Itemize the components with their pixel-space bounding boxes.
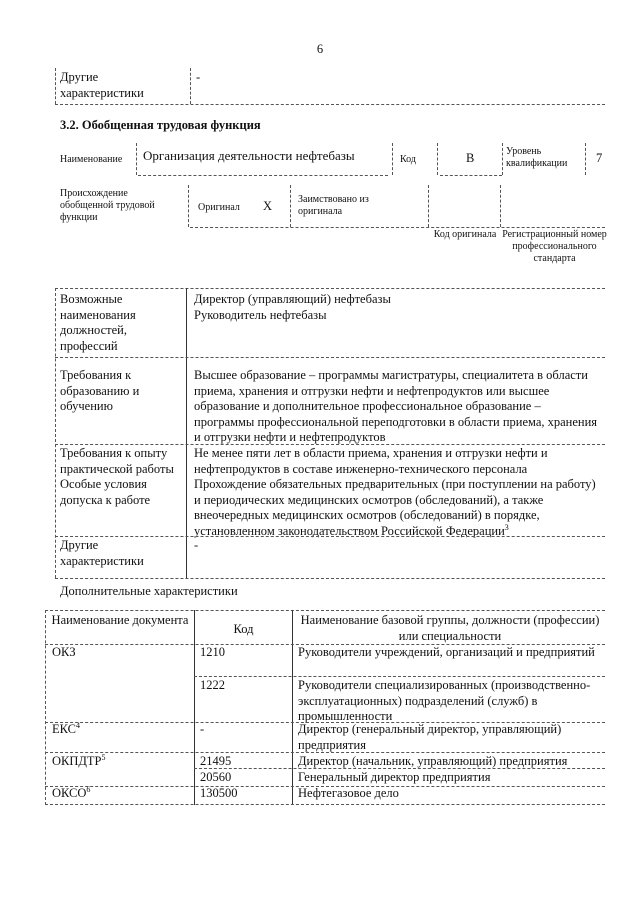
row-label-other: Другие характеристики (60, 538, 144, 568)
other-characteristics-label-top: Другие характеристики (60, 70, 144, 100)
table-border (292, 610, 293, 805)
row-value-experience: Не менее пяти лет в области приема, хранения и отгрузки нефти и нефтепродуктов в составе инженерно-технического персонала (194, 446, 548, 476)
row-label-admission: Особые условия допуска к работе (60, 477, 151, 507)
additional-title: Дополнительные характеристики (60, 584, 238, 598)
code-20560: 20560 (200, 770, 232, 784)
row-value-other: - (194, 538, 199, 552)
table-border (55, 288, 56, 578)
table-border (55, 68, 56, 104)
col-header-name: Наименование базовой группы, должности (профессии) или специальности (300, 613, 600, 643)
name-1210: Руководители учреждений, организаций и предприятий (298, 645, 595, 659)
table-border (55, 444, 605, 445)
table-border (55, 578, 605, 579)
doc-okpdtr: ОКПДТР$^5$ (52, 752, 106, 768)
table-border (55, 104, 605, 105)
table-border (440, 175, 502, 176)
page-number: 6 (316, 42, 324, 56)
name-label: Наименование (60, 154, 123, 165)
table-border (55, 357, 605, 358)
table-border (194, 610, 195, 805)
col-header-document: Наименование документа (51, 613, 189, 627)
table-border (45, 804, 605, 805)
table-border (194, 676, 605, 677)
code-1222: 1222 (200, 678, 225, 692)
table-border (194, 768, 605, 769)
original-label: Оригинал (198, 202, 240, 213)
original-mark: X (263, 199, 273, 213)
col-header-code: Код (233, 622, 254, 636)
name-130500: Нефтегазовое дело (298, 786, 399, 800)
code-original-label: Код оригинала (433, 229, 497, 240)
section-title: 3.2. Обобщенная трудовая функция (60, 118, 261, 132)
table-border (45, 752, 605, 753)
table-border (290, 185, 291, 227)
row-value-positions: Директор (управляющий) нефтебазы Руководитель нефтебазы (194, 292, 391, 322)
table-border (190, 227, 605, 228)
table-border (45, 610, 605, 611)
row-label-positions: Возможные наименования должностей, профессий (60, 292, 136, 353)
code-1210: 1210 (200, 645, 225, 659)
code-130500: 130500 (200, 786, 238, 800)
code-21495: 21495 (200, 754, 232, 768)
table-border (136, 143, 137, 175)
doc-eks: ЕКС$^4$ (52, 720, 80, 736)
code-label: Код (400, 154, 416, 165)
table-border (428, 185, 429, 227)
row-value-education: Высшее образование – программы магистратуры, специалитета в области приема, хранения и отгрузки нефти и нефтепродуктов или высшее образование и дополнительное профессиональное образование – программы профессиональной переподготовки в области приема, хранения и отгрузки нефти и нефтепродуктов (194, 368, 598, 444)
reg-number-label: Регистрационный номер профессионального стандарта (502, 229, 607, 264)
table-border (186, 288, 187, 578)
row-label-experience: Требования к опыту практической работы (60, 446, 174, 476)
function-name: Организация деятельности нефтебазы (143, 148, 355, 163)
table-border (55, 288, 605, 289)
table-border (138, 175, 388, 176)
table-border (55, 536, 605, 537)
code-eks: - (200, 722, 205, 736)
table-border (45, 610, 46, 805)
table-border (585, 143, 586, 175)
level-value: 7 (596, 151, 603, 165)
other-characteristics-value-top: - (196, 70, 201, 84)
name-1222: Руководители специализированных (производственно-эксплуатационных) подразделений (служб) в промышленности (298, 678, 591, 723)
table-border (188, 185, 189, 227)
table-border (190, 68, 191, 104)
name-20560: Генеральный директор предприятия (298, 770, 491, 784)
doc-okz: ОКЗ (52, 645, 76, 659)
table-border (392, 143, 393, 175)
origin-label: Происхождение обобщенной трудовой функции (60, 188, 155, 223)
row-label-education: Требования к образованию и обучению (60, 368, 140, 413)
table-border (437, 143, 438, 175)
table-border (502, 143, 503, 175)
name-21495: Директор (начальник, управляющий) предприятия (298, 754, 568, 768)
table-border (500, 185, 501, 227)
name-eks: Директор (генеральный директор, управляющий) предприятия (298, 722, 562, 752)
level-label: Уровень квалификации (506, 146, 568, 169)
borrowed-label: Заимствовано из оригинала (298, 194, 369, 217)
row-value-admission: Прохождение обязательных предварительных (при поступлении на работу) и периодических медицинских осмотров (обследований), а также внеочередных медицинских осмотров (обследований) в порядке, установленном законодательством Российской Федерации$^3$ (194, 477, 596, 538)
code-value: B (466, 151, 475, 165)
doc-okso: ОКСО$^6$ (52, 784, 91, 800)
